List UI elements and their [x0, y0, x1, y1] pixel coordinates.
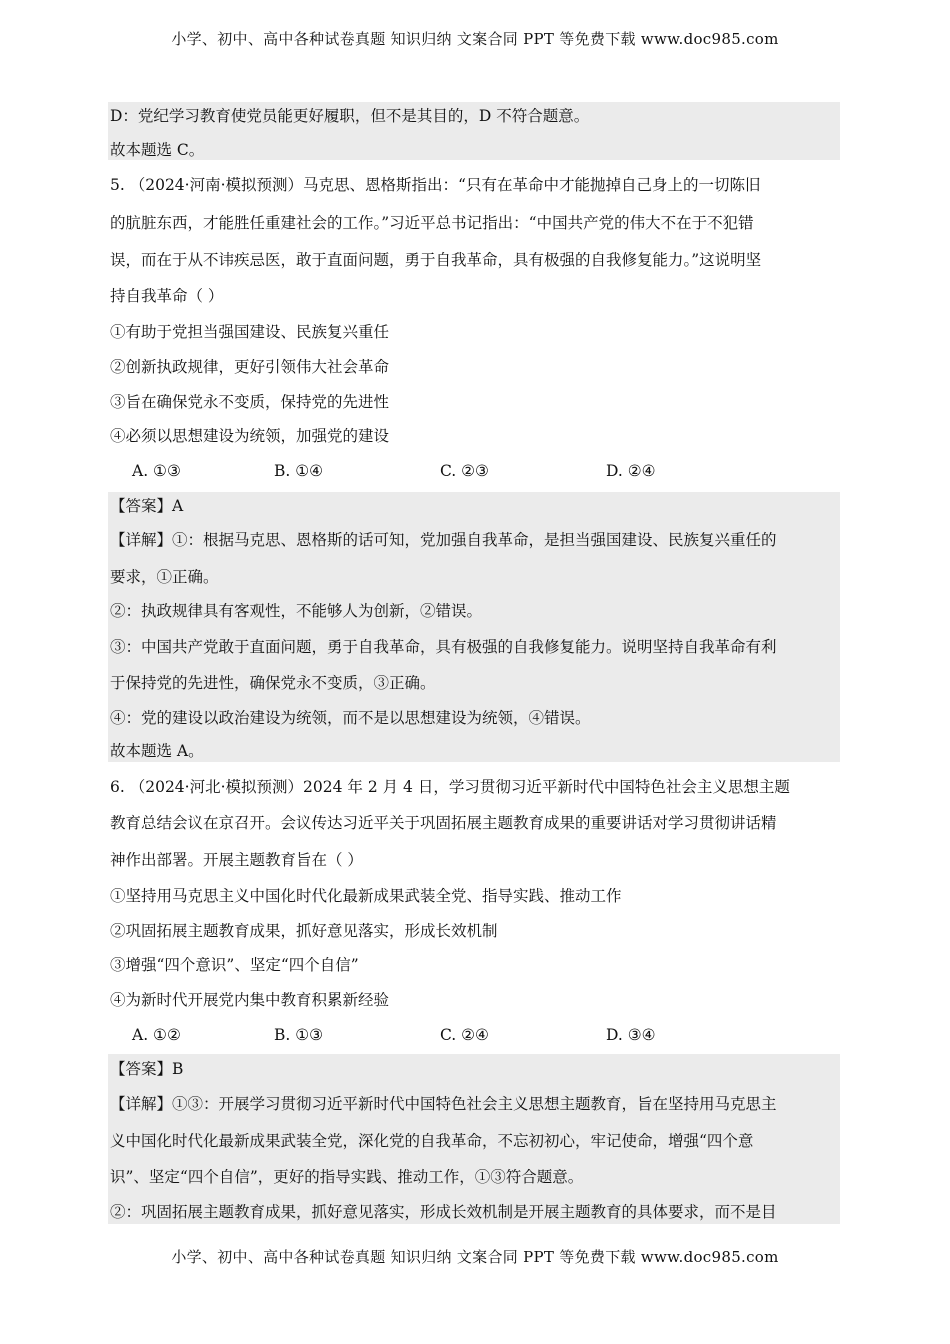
q6-item: ③增强“四个意识”、坚定“四个自信” — [110, 956, 359, 974]
q5-explanation-line: 【详解】①：根据马克思、恩格斯的话可知，党加强自我革命，是担当强国建设、民族复兴重任的 — [110, 531, 777, 549]
q6-option-b: B. ①③ — [274, 1026, 324, 1044]
q6-answer: 【答案】B — [110, 1060, 184, 1078]
q5-explanation-line: ②：执政规律具有客观性，不能够人为创新，②错误。 — [110, 602, 483, 620]
q6-explanation-line: 【详解】①③：开展学习贯彻习近平新时代中国特色社会主义思想主题教育，旨在坚持用马克思主 — [110, 1095, 777, 1113]
prev-d-line: D：党纪学习教育使党员能更好履职，但不是其目的，D 不符合题意。 — [110, 107, 590, 125]
q6-stem-line: 6. （2024·河北·模拟预测）2024 年 2 月 4 日，学习贯彻习近平新时代中国特色社会主义思想主题 — [110, 778, 790, 796]
q5-option-b: B. ①④ — [274, 462, 324, 480]
q6-stem-line: 神作出部署。开展主题教育旨在（ ） — [110, 851, 363, 869]
page-footer: 小学、初中、高中各种试卷真题 知识归纳 文案合同 PPT 等免费下载 www.doc985.com — [171, 1248, 779, 1266]
q5-stem-line: 5. （2024·河南·模拟预测）马克思、恩格斯指出：“只有在革命中才能抛掉自己身上的一切陈旧 — [110, 176, 761, 194]
q5-explanation-line: 要求，①正确。 — [110, 568, 219, 586]
q6-explanation-line: ②：巩固拓展主题教育成果，抓好意见落实，形成长效机制是开展主题教育的具体要求，而不是目 — [110, 1203, 777, 1221]
q5-item: ③旨在确保党永不变质，保持党的先进性 — [110, 393, 390, 411]
q6-stem-line: 教育总结会议在京召开。会议传达习近平关于巩固拓展主题教育成果的重要讲话对学习贯彻讲话精 — [110, 814, 777, 832]
q5-option-d: D. ②④ — [606, 462, 656, 480]
q5-item: ④必须以思想建设为统领，加强党的建设 — [110, 427, 390, 445]
q5-item: ②创新执政规律，更好引领伟大社会革命 — [110, 358, 390, 376]
q6-item: ②巩固拓展主题教育成果，抓好意见落实，形成长效机制 — [110, 922, 498, 940]
q5-stem-line: 持自我革命（ ） — [110, 287, 224, 305]
page-header: 小学、初中、高中各种试卷真题 知识归纳 文案合同 PPT 等免费下载 www.doc985.com — [171, 30, 779, 48]
q6-item: ④为新时代开展党内集中教育积累新经验 — [110, 991, 390, 1009]
q6-option-d: D. ③④ — [606, 1026, 656, 1044]
q5-explanation-line: 于保持党的先进性，确保党永不变质，③正确。 — [110, 674, 436, 692]
q5-stem-line: 的肮脏东西，才能胜任重建社会的工作。”习近平总书记指出：“中国共产党的伟大不在于不犯错 — [110, 214, 754, 232]
q5-explanation-line: ③：中国共产党敢于直面问题，勇于自我革命，具有极强的自我修复能力。说明坚持自我革命有利 — [110, 638, 777, 656]
q6-explanation-line: 义中国化时代化最新成果武装全党，深化党的自我革命，不忘初初心，牢记使命，增强“四个意 — [110, 1132, 754, 1150]
q5-explanation-line: ④：党的建设以政治建设为统领，而不是以思想建设为统领，④错误。 — [110, 709, 591, 727]
q5-item: ①有助于党担当强国建设、民族复兴重任 — [110, 323, 390, 341]
q5-stem-line: 误，而在于从不讳疾忌医，敢于直面问题，勇于自我革命，具有极强的自我修复能力。”这说明坚 — [110, 251, 762, 269]
q6-item: ①坚持用马克思主义中国化时代化最新成果武装全党、指导实践、推动工作 — [110, 887, 622, 905]
q6-option-a: A. ①② — [132, 1026, 181, 1044]
q6-option-c: C. ②④ — [440, 1026, 489, 1044]
q5-explanation-line: 故本题选 A。 — [110, 742, 204, 760]
q5-option-c: C. ②③ — [440, 462, 489, 480]
q5-answer: 【答案】A — [110, 497, 184, 515]
prev-conclusion: 故本题选 C。 — [110, 141, 205, 159]
q5-option-a: A. ①③ — [132, 462, 181, 480]
q6-explanation-line: 识”、坚定“四个自信”，更好的指导实践、推动工作，①③符合题意。 — [110, 1168, 584, 1186]
